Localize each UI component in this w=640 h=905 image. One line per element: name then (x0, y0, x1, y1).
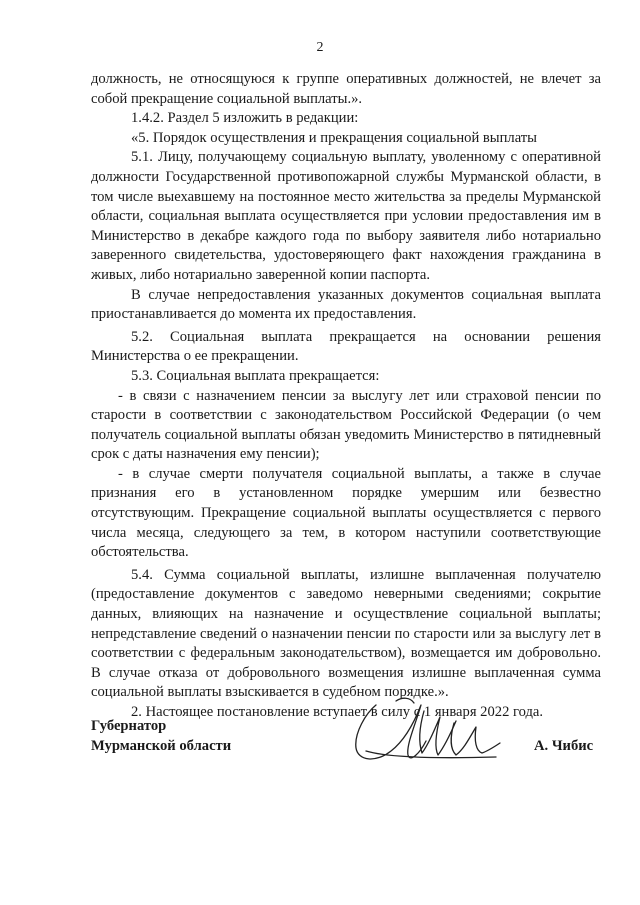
paragraph-5-2: 5.2. Социальная выплата прекращается на основании решения Министерства о ее прекращении. (91, 328, 601, 365)
paragraph-5-4: 5.4. Сумма социальной выплаты, излишне выплаченная получателю (предоставление документов с заведомо неверными сведениями; сокрытие данных, влияющих на назначение и осуществление социальной выплаты; непредставление сведений о назначении пенсии по старости или за выслугу лет в соответствии с федеральным законодательством), возмещается им добровольно. В случае отказа от добровольного возмещения излишне выплаченная сумма социальной выплаты взыскивается в судебном порядке.». (91, 566, 601, 701)
page-number: 2 (316, 40, 324, 55)
paragraph-continuation: должность, не относящуюся к группе оперативных должностей, не влечет за собой прекращение социальной выплаты.». (91, 71, 601, 107)
document-body (91, 70, 601, 723)
signatory-name: А. Чибис (534, 738, 594, 754)
paragraph-5-3: 5.3. Социальная выплата прекращается: (131, 367, 380, 384)
paragraph-effective-date: 2. Настоящее постановление вступает в силу с 1 января 2022 года. (131, 704, 544, 720)
paragraph-amendment-1-4-2: 1.4.2. Раздел 5 изложить в редакции: (131, 110, 359, 127)
paragraph-5-1: 5.1. Лицу, получающему социальную выплату, уволенному с оперативной должности Государственной противопожарной службы Мурманской области, в том числе выехавшему на постоянное место жительства за пределы Мурманской области, социальная выплата осуществляется при условии предоставления им в Министерство в декабре каждого года по выбору заявителя либо нотариально заверенного свидетельства, удостоверяющего факт нахождения гражданина в живых, либо нотариально заверенной копии паспорта. (91, 149, 601, 283)
paragraph-suspension: В случае непредоставления указанных документов социальная выплата приостанавливается до момента их предоставления. (91, 286, 601, 323)
list-item-pension: - в связи с назначением пенсии за выслугу лет или страховой пенсии по старости в соответствии с законодательством Российской Федерации (о чем получатель социальной выплаты обязан уведомить Министерство в пятидневный срок с даты назначения ему пенсии); (91, 387, 601, 463)
section-5-heading: «5. Порядок осуществления и прекращения социальной выплаты (131, 129, 537, 146)
handwritten-signature (336, 693, 506, 773)
position-line-2: Мурманской области (91, 738, 232, 754)
list-item-death: - в случае смерти получателя социальной выплаты, а также в случае признания его в установленном порядке умершим или безвестно отсутствующим. Прекращение социальной выплаты осуществляется с первого числа месяца, следующего за тем, в котором наступили соответствующие обстоятельства. (91, 465, 601, 561)
signatory-position (91, 716, 231, 756)
position-line-1: Губернатор (91, 718, 167, 734)
